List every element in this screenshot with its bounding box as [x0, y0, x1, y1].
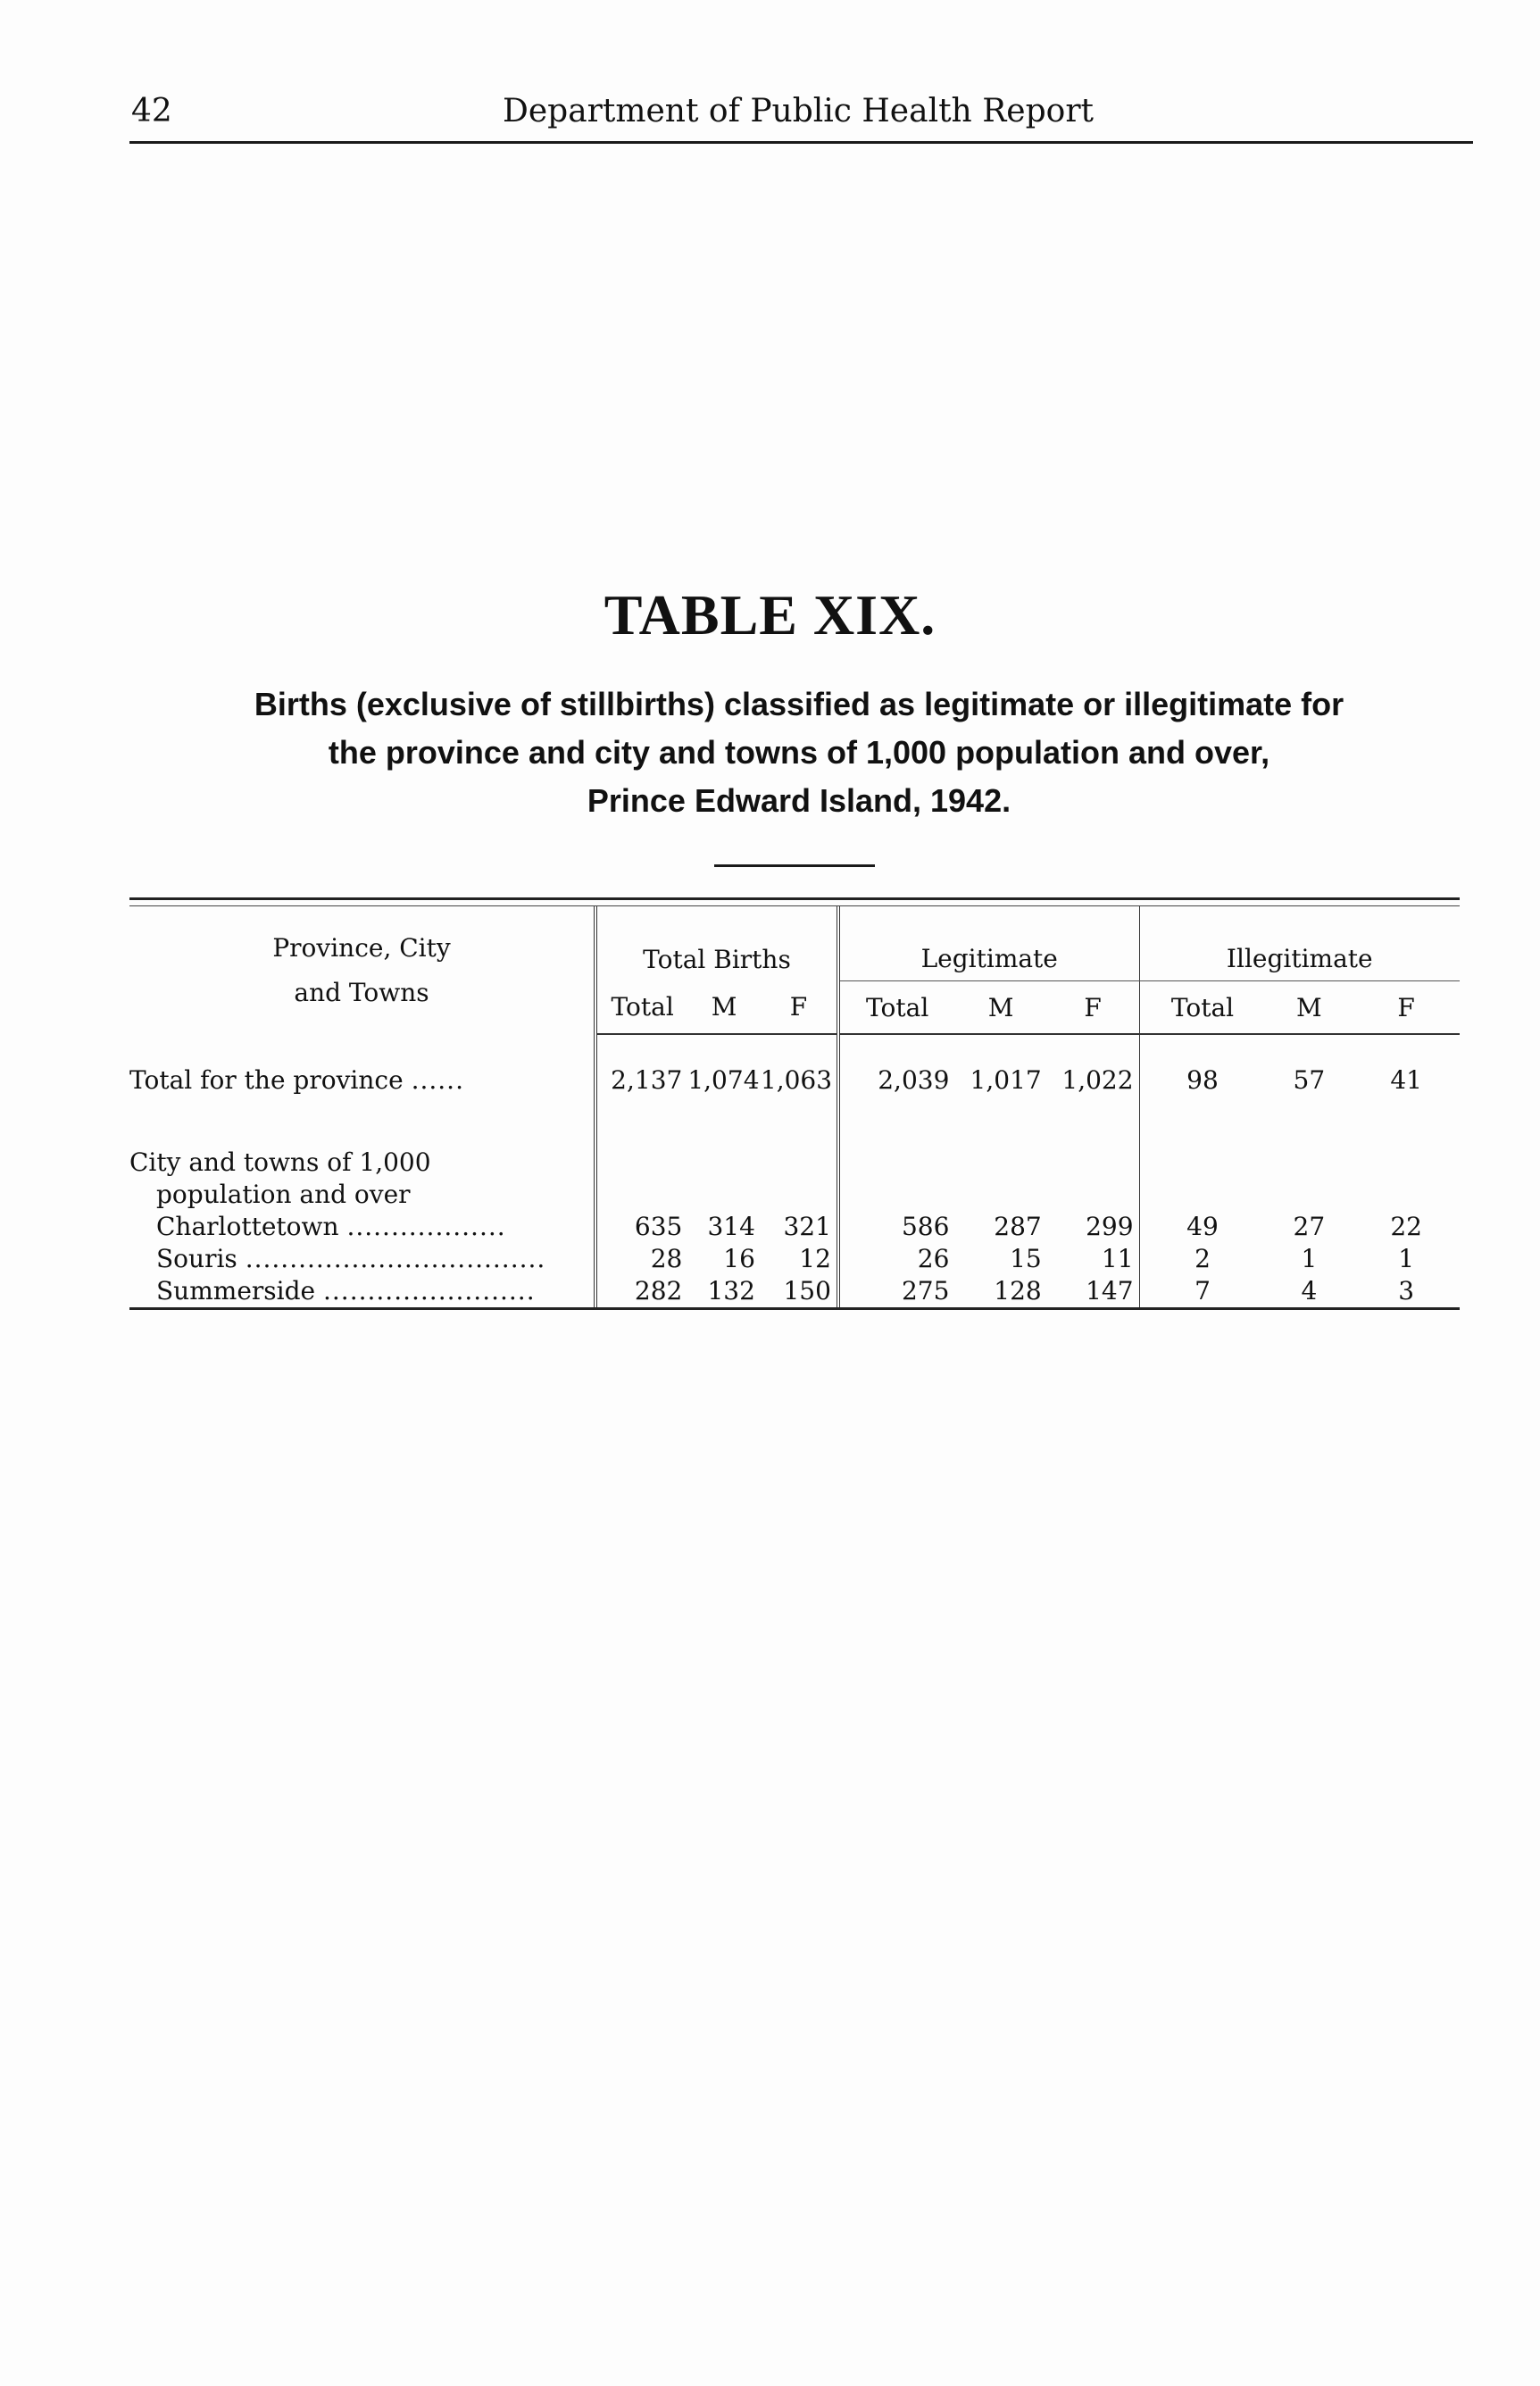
table-title: TABLE XIX.: [604, 583, 936, 647]
subheader-total: Total: [838, 981, 955, 1035]
caption-line-3: Prince Edward Island, 1942.: [587, 782, 1011, 819]
subheader-male: M: [954, 981, 1046, 1035]
stub-header-line-1: Province, City: [272, 932, 451, 963]
stub-header-line-2: and Towns: [294, 977, 429, 1007]
row-label: Summerside ........................: [129, 1275, 595, 1307]
table-row-province-total: [129, 1034, 1460, 1116]
group-header-legitimate: Legitimate: [838, 906, 1139, 981]
cell-value: 147: [1047, 1275, 1139, 1307]
group-header-total-births: Total Births: [595, 906, 838, 981]
cell-value: 2: [1195, 1244, 1211, 1273]
cell-value: 1: [1398, 1244, 1415, 1273]
cell-value: 2,137: [611, 1065, 683, 1095]
subheader-total: Total: [1139, 981, 1265, 1035]
cell-value: 128: [994, 1276, 1042, 1306]
cell-value: 57: [1293, 1065, 1326, 1095]
page-header: [129, 89, 1473, 144]
cell-value: 11: [1047, 1243, 1139, 1275]
cell-value: 98: [1186, 1065, 1219, 1095]
cell-value: 321: [761, 1211, 838, 1243]
subheader-female: F: [761, 981, 838, 1035]
cell-value: 15: [1010, 1244, 1042, 1273]
cell-value: 1,074: [687, 1065, 760, 1095]
cell-value: 1,017: [970, 1065, 1042, 1095]
row-label: Charlottetown ..................: [129, 1211, 595, 1243]
table-top-rule: [129, 897, 1460, 906]
cell-value: 132: [707, 1276, 755, 1306]
subheader-male: M: [687, 981, 761, 1035]
cell-value: 16: [723, 1244, 755, 1273]
running-title: Department of Public Health Report: [503, 93, 1094, 129]
cell-value: 287: [994, 1212, 1042, 1241]
stub-header: [129, 906, 595, 1034]
table-caption: [121, 680, 1478, 825]
caption-line-2: the province and city and towns of 1,000 population and over,: [328, 734, 1270, 771]
cell-value: 12: [761, 1243, 838, 1275]
cell-value: 1,022: [1047, 1034, 1139, 1116]
row-label: Souris ..................................: [129, 1243, 595, 1275]
cell-value: 275: [901, 1276, 950, 1306]
births-table: [129, 897, 1460, 1310]
cell-value: 41: [1390, 1065, 1422, 1095]
cell-value: 27: [1293, 1212, 1326, 1241]
subheader-male: M: [1265, 981, 1353, 1035]
cell-value: 2,039: [878, 1065, 950, 1095]
caption-line-1: Births (exclusive of stillbirths) classified as legitimate or illegitimate for: [254, 686, 1344, 722]
table-row-souris: [129, 1243, 1460, 1275]
table-row-summerside: [129, 1275, 1460, 1307]
page-number: 42: [131, 93, 172, 129]
cell-value: 7: [1195, 1276, 1211, 1306]
subheader-female: F: [1353, 981, 1460, 1035]
cell-value: 586: [901, 1212, 950, 1241]
cell-value: 1,063: [761, 1034, 838, 1116]
cell-value: 49: [1186, 1212, 1219, 1241]
cell-value: 4: [1301, 1276, 1318, 1306]
table-row-group-label: [129, 1116, 1460, 1211]
title-divider: [714, 864, 875, 867]
row-label: Total for the province ......: [129, 1034, 595, 1116]
cell-value: 282: [634, 1276, 683, 1306]
cell-value: 150: [761, 1275, 838, 1307]
cell-value: 314: [707, 1212, 755, 1241]
cell-value: 22: [1390, 1212, 1422, 1241]
group-label: City and towns of 1,000 population and over: [129, 1116, 595, 1211]
cell-value: 26: [917, 1244, 950, 1273]
table-row-charlottetown: [129, 1211, 1460, 1243]
cell-value: 299: [1047, 1211, 1139, 1243]
group-header-illegitimate: Illegitimate: [1139, 906, 1460, 981]
cell-value: 1: [1301, 1244, 1318, 1273]
table-bottom-rule: [129, 1307, 1460, 1310]
cell-value: 28: [650, 1244, 683, 1273]
subheader-total: Total: [595, 981, 687, 1035]
subheader-female: F: [1047, 981, 1139, 1035]
cell-value: 3: [1398, 1276, 1415, 1306]
cell-value: 635: [634, 1212, 683, 1241]
